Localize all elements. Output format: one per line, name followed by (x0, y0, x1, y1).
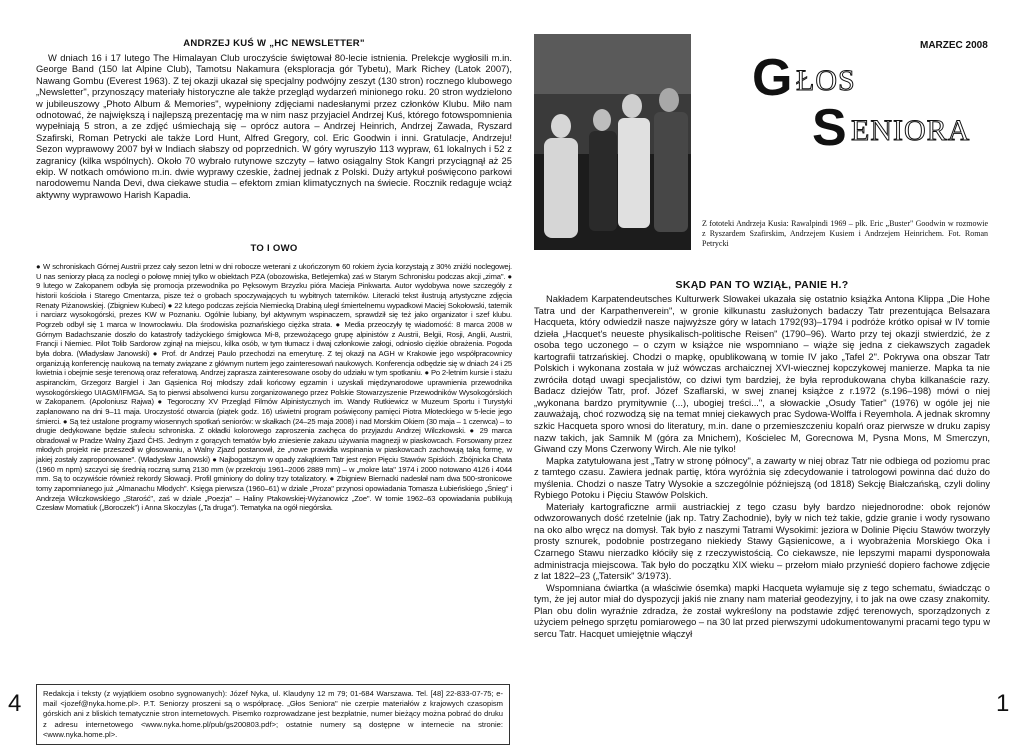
page-number-left: 4 (8, 690, 22, 717)
toiowo-heading: TO I OWO (250, 243, 298, 254)
article-paragraph: Mapka zatytułowana jest „Tatry w stronę północy", a zawarty w niej obraz Tatr nie odbiega od poziomu prac z tamtego czasu. Zawiera jednak partię, która wyróżnia się zdecydowanie i tatrologowi powinna dać dużo do myślenia. Chodzi o nasze Tatry Wysokie a szczególnie późniejszą (od 1818) Sekcję Białczańską, czyli doliny Rybiego Potoku i Pięciu Stawów Polskich. (534, 455, 990, 501)
issue-date: MARZEC 2008 (920, 40, 988, 51)
archive-photo (534, 34, 691, 250)
masthead-logo (746, 49, 996, 166)
logo-letter-s: S (812, 99, 847, 157)
page-number-right: 1 (996, 690, 1010, 717)
photo-caption: Z fototeki Andrzeja Kusia: Rawalpindi 1969 – płk. Eric „Buster" Goodwin w rozmowie z Ryszardem Szafirskim, Andrzejem Kusiem i Andrzejem Heinrichem. Fot. Roman Petrycki (702, 219, 988, 248)
editorial-box: Redakcja i teksty (z wyjątkiem osobno sygnowanych): Józef Nyka, ul. Klaudyny 12 m 79; 01-684 Warszawa. Tel. [48] 22-833-07-75; e-mail <jozef@nyka.home.pl>. P.T. Seniorzy proszeni są o współpracę. „Głos Seniora" nie czerpie materiałów z krajowych czasopism górskich ani z bliskich tematycznie stron internetowych. Pisemko rozprowadzane jest bezpłatnie, numer bieżący można pobrać do druku z adresu internetowego <www.nyka.home.pl/pub/gs200803.pdf>; ostatnie numery są dostępne w internecie na stronie: <www.nyka.home.pl>. (36, 684, 510, 745)
photo-image (534, 34, 691, 250)
newsletter-article: W dniach 16 i 17 lutego The Himalayan Club uroczyście świętował 80-lecie istnienia. Prelekcje wygłosili m.in. George Band (150 lat Alpine Club), Tamotsu Nakamura (eksploracja gór Tybetu), Mark Richey (Latok 2007), Nawang Gombu (Everest 1963). Z tej okazji ukazał się specjalny podwójny zeszyt (130 stron) rocznego klubowego „Newsletter", przynoszący materiały historyczne ale także przegląd wydarzeń minionego roku. 20 stron wydzielono w jubileuszowy „Photo Album & Memories", wypełniony zdjęciami nadesłanymi przez członków Klubu. Miło nam odnotować, że największą i najlepszą prezentację ma w nim nasz przyjaciel Andrzej Kuś, którego fotowspomnienia wypełniają 5 stron, a ze zdjęć uśmiechają się – oprócz autora – Andrzej Heinrich, Andrzej Zawada, Ryszard Szafirski, Roman Petrycki ale także Lord Hunt, Alfred Gregory, col. Eric Goodwin i inni. Gratulacje, Andrzeju! Sezon wyprawowy 2007 był w Indiach słabszy od poprzednich. W góry wyruszyło 113 wypraw, 61 lokalnych i 52 z zagranicy (kilka wspólnych). Około 70 wybrało rutynowe szczyty – łatwo osiągalny Stok Kangri przyciągnął aż 25 ekip. W notkach omówiono m.in. dwie wyprawy czeskie, żadnej jednak z Polski. Duży artykuł poświęcono parkowi narodowemu Nanda Devi, dwa ciekawe studia – efektom zmian klimatycznych na świecie. Rocznik redaguje wciąż aktywny wyprawowo Harish Kapadia. (36, 52, 512, 200)
article-body (534, 294, 990, 640)
logo-word-seniora: ENIORA (851, 114, 971, 147)
article-paragraph: Wspomniana ćwiartka (a właściwie ósemka) mapki Hacqueta wyłamuje się z tego schematu, świadcząc o tym, że jej autor miał do dyspozycji jakiś nie znany nam materiał geodezyjny, i to jak na owe czasy znakomity. Plan obu dolin wyraźnie zdradza, że został wykreślony na podstawie zdjęć terenowych, sporządzonych z użyciem pełnego sprzętu pomiarowego – na 30 lat przed pierwszymi udokumentowanymi pracami tego typu w sercu Tatr. Hacquet umiejętnie włączył (534, 582, 990, 639)
logo-letter-g: G (752, 49, 793, 107)
logo-word-glos: ŁOS (796, 64, 856, 97)
article-paragraph: Nakładem Karpatendeutsches Kulturwerk Slowakei ukazała się ostatnio książka Antona Klippa „Die Hohe Tatra und der Karpathenverein", w gronie kilkunastu zasłużonych badaczy Tatr prezentująca Belsazara Hacqueta, który odwiedził nasze najwyższe góry w latach 1792(93)–1794 i podróże krótko opisał w IV tomie dzieła „Hacquet's neueste physikalisch-politische Reisen" (1790–96). Warto przy tej okazji stwierdzić, że z osoba tego uczonego – o czym w książce nie wspomniano – wiąże się jedna z ciekawszych zagadek kartografii tatrzańskiej. Chodzi o mapkę, opublikowaną w tomie IV jako „Tafel 2". Pokrywa ona obszar Tatr Polskich i wykonana została w już wówczas archaicznej XVI-wiecznej kopczykowej manierze. Mapka ta nie zwróciła dotąd uwagi specjalistów, co dziwi tym bardziej, że była reprodukowana chyba kilkanaście razy. Badacz dziejów Tatr, prof. Józef Szaflarski, w swej znanej książce z r.1972 (s.196–198) mówi o niej „wykonana bardzo prymitywnie (...), ubogiej treści...", a słowackie „Osudy Tatier" (1976) w ogóle jej nie zauważają, choć rozwodzą się na temat mniej ciekawych prac Sydowa-Wolffa i Reyemhola. A jednak skromny szkic Hacqueta sporo wnosi do literatury, m.in. dane o przemieszczeniu kopalń oraz pierwsze w druku zapisy nazw takich, jak Samnik M (góra za Mnichem), Kościelec M, Gorecnowa M, Pysna Mons, M Smerczyn, Giwand czy Mons Czerwony Wirch. Ale nie tylko! (534, 294, 990, 455)
article-paragraph: Materiały kartograficzne armii austriackiej z tego czasu były bardzo niejednorodne: obok rejonów odwzorowanych dość rzetelnie (jak np. Tatry Zachodnie), były w nich też takie, gdzie granie i wody rysowano na oko albo wręcz na domysł. Tak było z naszymi Tatrami Wysokimi: jeziora w Dolinie Pięciu Stawów tworzyły prosty sznurek, podobnie postrzegano niekiedy Stawy Gąsienicowe, a i wyobrażenia Morskiego Oka i Czarnego Stawu nierzadko kłóciły się z rzeczywistością. Co ciekawsze, nie lepszymi mapami dysponowała administracja miejscowa. Tak było do początku XIX wieku – przełom miało przynieść dopiero fachowe zdjęcie z lat 1822–23 („Tatersik" 3/1973). (534, 501, 990, 582)
toiowo-notes: ● W schroniskach Górnej Austrii przez cały sezon letni w dni robocze weterani z ukończonym 60 rokiem życia korzystają z 30% zniżki noclegowej. U nas seniorzy płacą za noclegi o połowę mniej tylko w obiektach PZA (obozowiska, Betlejemka) zaś w Starym Schronisku podczas akcji „zima". ● 9 lutego w Zakopanem odbyła się promocja przewodnika po Pęksowym Brzyzku pióra Macieja Pinkwarta. Autor wydobywa nowe szczegóły z historii kościoła i Starego Cmentarza, pisze też o grobach spoczywających tu wybitnych taterników. Literacki tekst ilustrują artystyczne zdjęcia Renaty Piżanowskiej. (Zbigniew Kubeci) ● 22 lutego podczas zejścia Niemiecką Drabiną uległ śmiertelnemu wypadkowi Maciej Sokołowski, taternik i narciarz wysokogórski, prezes KW w Poznaniu. Ogólnie lubiany, był aktywnym wspinaczem, sprawdził się też jako organizator i szef klubu. Pogrzeb odbył się 1 marca w Inowrocławiu. Dla środowiska poznańskiego ciężka strata. ● Media przeoczyły tę wiadomość: 8 marca 2008 w Górnym Badachszanie doszło do katastrofy tadżyckiego śmigłowca Mi-8, przewożącego grupę alpinistów z Austrii, Belgii, Rosji, Anglii, Austrii, Francji i Niemiec. Pilot Tolib Sardorow zginął na miejscu, kilka osób, w tym tłumacz i dwaj członkowie załogi, odniosło ciężkie obrażenia. Pogoda była dobra. (Władysław Janowski) ● Prof. dr Andrzej Paulo przechodzi na emeryturę. Z tej okazji na AGH w Krakowie jego współpracownicy organizują konferencję naukową na tematy związane z głównym nurtem jego zainteresowań naukowych. Konferencja odbędzie się w dniach 24 i 25 kwietnia i obejmie sesje terenową oraz referatową. Andrzej zaprasza zainteresowane osoby do udziału w tym spotkaniu. ● Po 2-letnim kursie i stażu aspiranckim, Grzegorz Bargiel i Jan Gąsienica Roj młodszy zdali końcowy egzamin i uzyskali międzynarodowe uprawnienia przewodnika wysokogórskiego UIAGM/IFMGA. Są to pierwsi absolwenci kursu zorganizowanego przez Polskie Stowarzyszenie Przewodników Wysokogórskich w Zakopanem. (Apoloniusz Rajwa) ● Tegoroczny XV Przegląd Filmów Alpinistycznych im. Wandy Rutkiewicz w Muzeum Sportu i Turystyki zaplanowano na dni 9–11 maja. Uroczystość otwarcia (piątek godz. 16) uświetni program poświęcony pamięci Piotra Młoteckiego w 5-lecie jego śmierci. ● Są też ustalone programy wiosennych spotkań seniorów: w skałkach (24–25 maja 2008) i nad Morskim Okiem (30 maja – 1 czerwca) – to drugie dedykowane będzie stuleciu schroniska. Z okładki kolorowego zaproszenia zachęca do przyjazdu Andrzej Wilczkowski. ● 29 marca obradował w Pradze Walny Zjazd ČHS. Jednym z gorących tematów było zniesienie zakazu używania magnezji w piaskowcach. Forsowany przez młodych projekt nie przeszedł w głosowaniu, a Walny Zjazd postanowił, że „nowe prawidła wspinania w piaskowcach zachowują taką formę, w jakiej zostały zaproponowane". (Władysław Janowski) ● Najbogatszym w opady zakątkiem Tatr jest rejon Pięciu Stawów Spiskich. Zbójnicka Chata (1960 m npm) szczyci się średnią roczną sumą 2130 mm (w przekroju 1961–2006 2889 mm) – w „mokre lata" 1974 i 2000 notowano 4126 i 4044 mm. Są to oczywiście również rekordy Słowacji. Profil gminiony do doliny trzy totalizatory. ● Zbigniew Biernacki nadesłał nam dwa 500-stronicowe tomy zapomnianego już „Almanachu Młodych". Księga pierwsza (1960–61) w dziale „Proza" przynosi opowiadania Tomasza Łubieńskiego „Śnieg" i Andrzeja Wilczkowskiego „Starość", zaś w dziale „Poezja" – Haliny Ptakowskiej-Wyżanowicz „Zoe". W tomie 1962–63 opowiadania publikują Czesław Momatiuk („Boroczek") i Anna Skoczylas („Ta druga"). Tematyka na ogół niegórska. (36, 262, 512, 513)
newsletter-heading: ANDRZEJ KUŚ W „HC NEWSLETTER" (183, 38, 365, 49)
article-heading: SKĄD PAN TO WZIĄŁ, PANIE H.? (675, 279, 849, 291)
